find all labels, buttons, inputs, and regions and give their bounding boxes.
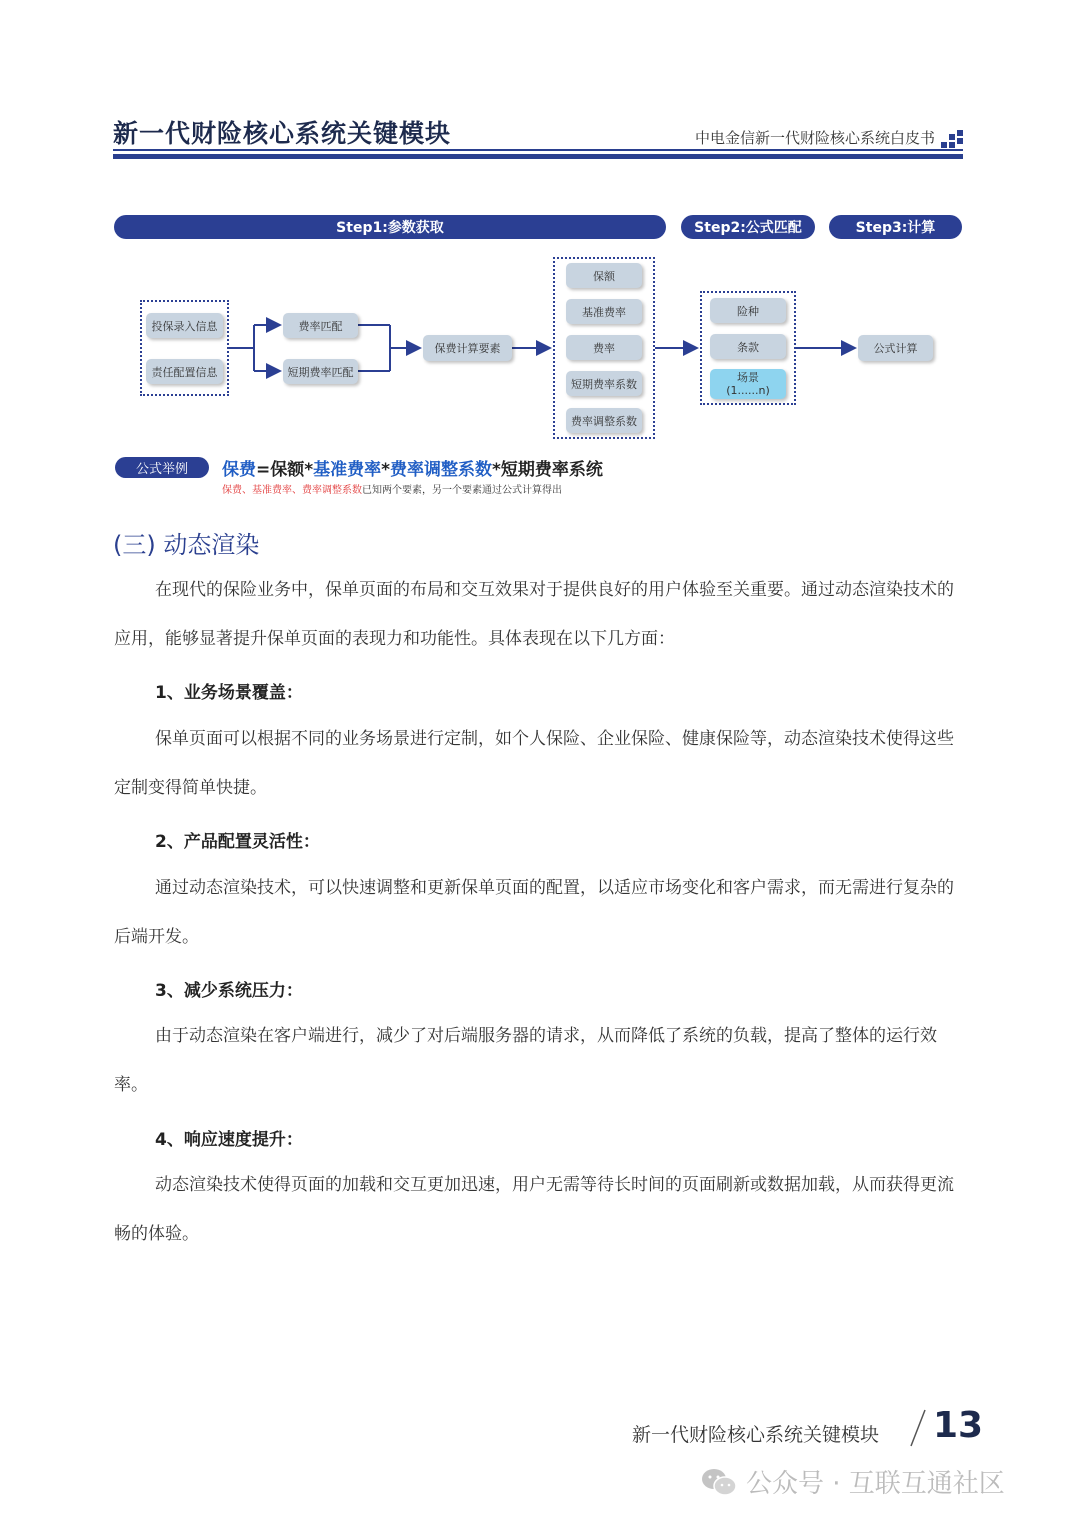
element-rate: 费率 [566,335,642,360]
footer-slash-icon [908,1408,928,1448]
item-text-2 [114,864,964,962]
watermark [700,1463,1005,1500]
formula-calc-node: 公式计算 [858,335,933,361]
scene-range: (1......n) [726,384,770,397]
formula-term-rate-adjust: 费率调整系数 [390,460,493,480]
formula-badge: 公式举例 [115,457,209,478]
input-node-policy-entry: 投保录入信息 [146,313,223,338]
match-clause-node: 条款 [710,334,786,359]
element-sum-insured: 保额 [566,263,642,288]
page-number: 13 [933,1405,984,1446]
formula-term-short-rate: 短期费率系统 [500,460,603,480]
item-text-1 [114,715,964,813]
formula-op-multiply: * [381,460,391,480]
formula-op-multiply: * [492,460,501,480]
section-intro [114,566,964,664]
match-scene-node [710,369,786,399]
item-heading-2: 2、产品配置灵活性： [155,832,320,852]
step2-pill: Step2:公式匹配 [681,215,815,239]
formula-op-equals: = [256,460,271,480]
formula-note-highlight: 保费、基准费率、费率调整系数 [222,485,362,496]
wechat-icon [700,1467,738,1497]
element-short-rate-coef: 短期费率系数 [566,371,642,396]
item-text-2-body: 通过动态渲染技术，可以快速调整和更新保单页面的配置，以适应市场变化和客户需求，而无需进行复杂的后端开发。 [114,878,954,947]
section-title: (三) 动态渲染 [113,531,260,559]
element-rate-adjust-coef: 费率调整系数 [566,408,642,433]
page-header-title: 新一代财险核心系统关键模块 [113,119,452,148]
item-text-4 [114,1161,964,1259]
formula-term-sum-insured: 保额 [270,460,305,480]
formula-note-rest: 已知两个要素，另一个要素通过公式计算得出 [362,485,562,496]
page-header-subtitle: 中电金信新一代财险核心系统白皮书 [694,129,935,147]
short-rate-match-node: 短期费率匹配 [283,359,358,384]
item-text-3 [114,1012,964,1110]
premium-elements-node: 保费计算要素 [423,335,512,361]
formula-term-base-rate: 基准费率 [313,460,382,480]
element-base-rate: 基准费率 [566,299,642,324]
footer-title: 新一代财险核心系统关键模块 [632,1424,880,1446]
formula-term-premium: 保费 [222,460,256,480]
formula-note [222,481,562,496]
match-product-node: 险种 [710,298,786,323]
step3-pill: Step3:计算 [829,215,962,239]
item-heading-1: 1、业务场景覆盖： [155,683,303,703]
formula-op-multiply: * [304,460,314,480]
item-text-1-body: 保单页面可以根据不同的业务场景进行定制，如个人保险、企业保险、健康保险等，动态渲染技术使得这些定制变得简单快捷。 [114,729,954,798]
flow-connectors [0,0,1080,520]
item-heading-3: 3、减少系统压力： [155,981,303,1001]
item-text-3-body: 由于动态渲染在客户端进行，减少了对后端服务器的请求，从而降低了系统的负载，提高了整体的运行效率。 [114,1026,937,1095]
rate-match-node: 费率匹配 [283,313,358,338]
scene-label: 场景 [737,371,759,384]
item-heading-4: 4、响应速度提升： [155,1130,303,1150]
formula-expression [222,455,603,480]
item-text-4-body: 动态渲染技术使得页面的加载和交互更加迅速，用户无需等待长时间的页面刷新或数据加载，从而获得更流畅的体验。 [114,1175,954,1244]
step1-pill: Step1:参数获取 [114,215,666,239]
section-intro-text: 在现代的保险业务中，保单页面的布局和交互效果对于提供良好的用户体验至关重要。通过动态渲染技术的应用，能够显著提升保单页面的表现力和功能性。具体表现在以下几方面： [114,580,954,649]
watermark-text: 公众号 · 互联互通社区 [746,1469,1005,1499]
input-node-liability-config: 责任配置信息 [146,359,223,384]
